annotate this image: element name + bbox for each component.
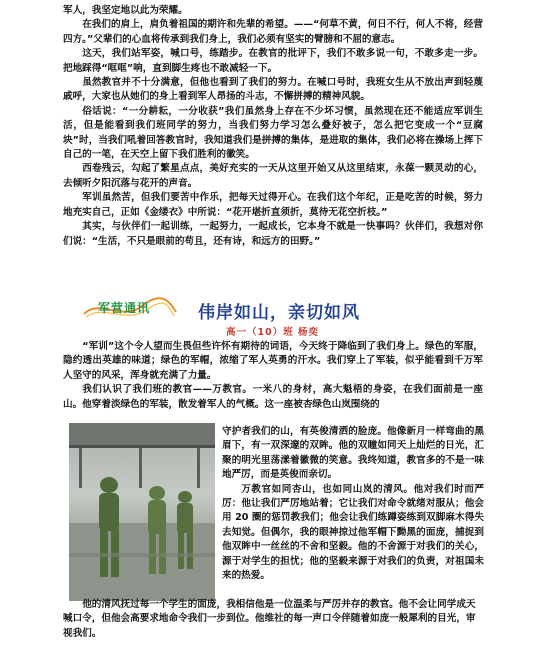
wrapped-text (222, 425, 484, 583)
paragraph: 军训虽然苦，但我们要苦中作乐，把每天过得开心。在我们这个年纪，正是吃苦的时候，努力地充实自己，正如《金缕衣》中所说：“花开堪折直须折，莫待无花空折枝。” (63, 192, 483, 218)
paragraph: 在我们的肩上，肩负着祖国的期许和先辈的希望。——“何草不黄，何日不行，何人不将，经营四方。”父辈们的心血将传承到我们身上，我们必须有坚实的臂膀和不屈的意志。 (63, 19, 483, 45)
paragraph: 军人，我坚定地以此为荣耀。 (63, 5, 188, 16)
paragraph: 西卷残云，勾起了繁星点点，美好充实的一天从这里开始又从这里结束，永葆一颗灵动的心，去倾听夕阳沉落与花开的声音。 (63, 163, 483, 189)
article-title: 伟岸如山，亲切如风 (198, 303, 360, 323)
closing-text (63, 598, 483, 641)
paragraph: 俗话说：“一分耕耘，一分收获”我们虽然身上存在不少坏习惯，虽然现在还不能适应军训生活，但是能看到我们班同学的努力，当我们努力学习怎么叠好被子，怎么把它变成一个“豆腐块”时，当我们吼着回答教官时，我知道我们是拼搏的集体，是进取的集体，我们必将在操场上挥下自己的一笔，在天空上留下我们胜利的徽笑。 (63, 105, 483, 161)
paragraph: 他的清风抚过每一个学生的面庞，我相信他是一位温柔与严厉并存的教官。他不会让同学成天喊口令，但他会高要求地命令我们一步到位。他维社的每一声口令伴随着如庞一般犀利的目光，审视我们。 (63, 599, 476, 639)
section-badge (82, 296, 172, 318)
top-article (63, 4, 483, 249)
paragraph: 万教官如同杏山，也如同山岚的清风。他对我们时而严厉：他让我们严厉地站着；它让我们对命令就绪对服从；他会用 20 圈的惩罚教我们；他会让我们练蹲姿练到双脚麻木得失去知觉。但偶尔，我的眼神掠过他军帽下黝黑的面庞，捕捉到他双眸中一丝丝的不舍和坚毅。他的不舍源于对我们的关心，源于对学生的担忧；他的坚毅来源于对我们的负责，对祖国未来的热爱。 (222, 483, 484, 582)
article-byline: 高一（10）班 杨奕 (226, 327, 320, 338)
paragraph: 这天，我们站军姿，喊口号，练踏步。在教官的批评下，我们不敢多说一句，不敢多走一步。把地踩得“哐哐”响，直到脚生疼也不敢减轻一下。 (63, 48, 483, 74)
article-body (63, 340, 483, 412)
soldiers-marching-image (69, 423, 215, 601)
paragraph: 虽然教官并不十分满意，但他也看到了我们的努力。在喊口号时，我班女生从不放出声到轻蔑戚呼，大家也从她们的身上看到军人昂扬的斗志，不懈拼搏的精神风貌。 (63, 77, 483, 103)
paragraph: 其实，与伙伴们一起训练，一起努力，一起成长，它本身不就是一快事吗？伙伴们，我想对你们说：“生活，不只是眼前的苟且，还有诗，和远方的田野。” (63, 221, 483, 247)
training-photo (69, 423, 215, 601)
paragraph: “军训”这个令人望而生畏但些许怀有期待的词语，今天终于降临到了我们身上。绿色的军服，隐约透出英雄的味道；绿色的军帽，浓缩了军人英勇的汗水。我们穿上了军装，似乎能看到千万军人坚守的风采，浑身就充满了力量。 (63, 341, 483, 381)
badge-label: 军营通讯 (98, 301, 151, 315)
paragraph: 我们认识了我们班的教官——万教官。一米八的身材，高大魁梧的身姿，在我们面前是一座山。他穿着淡绿色的军装，散发着军人的气概。这一座被杏绿色山岚围绕的 (63, 384, 483, 410)
paragraph: 守护者我们的山，有英俊清洒的脸庞。他像新月一样弯曲的黑眉下，有一双深邃的双眸。他的双瞳如同天上灿烂的日光，汇聚的明光里荡漾着徽微的笑意。我终知道，教官多的不是一味地严厉，而是英俊而亲切。 (222, 426, 484, 481)
section-header (60, 292, 490, 338)
